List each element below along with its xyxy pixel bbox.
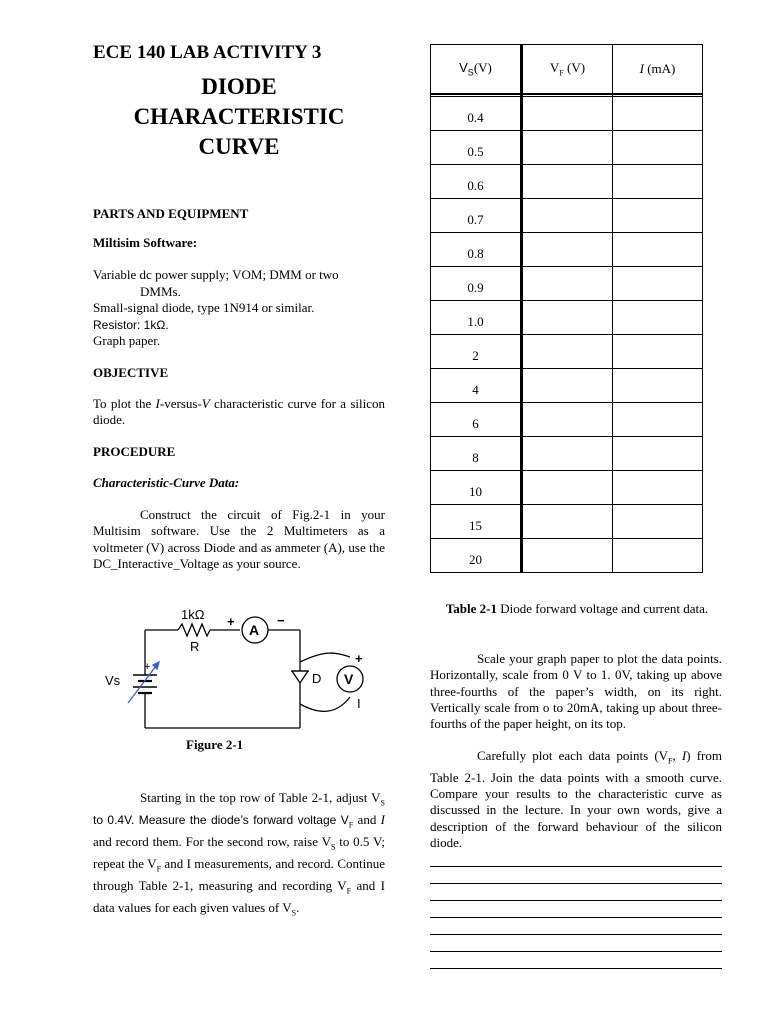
procedure-paragraph-2: Starting in the top row of Table 2-1, adjust $V_S$ to 0.4V. Measure the diode’s forward voltage $V_F$ and I and record them. For the second row, raise $V_S$ to 0.5 V; repeat the $V_F$ and I measurements, and record. Continue through Table 2-1, measuring and recording $V_F$ and I data values for each given values of $V_S$. bbox=[93, 790, 386, 919]
vf-cell[interactable] bbox=[522, 266, 613, 300]
diode-label: D bbox=[312, 671, 322, 686]
header-vs: $V_S(V)$ bbox=[431, 45, 522, 95]
current-cell[interactable] bbox=[613, 436, 703, 470]
graph-scaling-paragraph: Scale your graph paper to plot the data points. Horizontally, scale from 0 V to 1. 0V, taking up above three-fourths of the paper’s width, on its right. Vertically scale from o to 20mA, taking up about three-fourths of the paper height, on its top. bbox=[430, 651, 722, 732]
resistor-label: R bbox=[190, 639, 200, 654]
current-cell[interactable] bbox=[613, 164, 703, 198]
vf-cell[interactable] bbox=[522, 402, 613, 436]
vs-cell: 0.4 bbox=[431, 96, 522, 130]
vf-cell[interactable] bbox=[522, 232, 613, 266]
current-cell[interactable] bbox=[613, 368, 703, 402]
vs-cell: 8 bbox=[431, 436, 522, 470]
vf-cell[interactable] bbox=[522, 436, 613, 470]
software-heading: Miltisim Software: bbox=[93, 235, 198, 250]
table-row bbox=[431, 198, 703, 232]
voltmeter-label: V bbox=[344, 671, 354, 687]
resistor-value: 1kΩ bbox=[181, 607, 205, 622]
table-row bbox=[431, 300, 703, 334]
vs-cell: 0.5 bbox=[431, 130, 522, 164]
parts-heading: PARTS AND EQUIPMENT bbox=[93, 206, 249, 221]
vf-cell[interactable] bbox=[522, 368, 613, 402]
parts-item-4: Graph paper. bbox=[93, 333, 161, 348]
current-cell[interactable] bbox=[613, 266, 703, 300]
answer-line[interactable] bbox=[430, 901, 722, 918]
current-cell[interactable] bbox=[613, 334, 703, 368]
vf-cell[interactable] bbox=[522, 164, 613, 198]
vf-cell[interactable] bbox=[522, 538, 613, 572]
table-row bbox=[431, 130, 703, 164]
table-row bbox=[431, 538, 703, 572]
vs-cell: 10 bbox=[431, 470, 522, 504]
procedure-heading: PROCEDURE bbox=[93, 443, 176, 459]
answer-line[interactable] bbox=[430, 952, 722, 969]
parts-item-1b: DMMs. bbox=[140, 283, 181, 299]
vs-cell: 15 bbox=[431, 504, 522, 538]
circuit-diagram bbox=[95, 600, 385, 735]
vs-cell: 0.7 bbox=[431, 198, 522, 232]
vs-cell: 0.9 bbox=[431, 266, 522, 300]
vs-cell: 0.6 bbox=[431, 164, 522, 198]
current-cell[interactable] bbox=[613, 198, 703, 232]
parts-item-2: Small-signal diode, type 1N914 or similar. bbox=[93, 300, 315, 315]
objective-heading: OBJECTIVE bbox=[93, 364, 169, 380]
current-cell[interactable] bbox=[613, 130, 703, 164]
answer-line[interactable] bbox=[430, 935, 722, 952]
source-plus: + bbox=[144, 661, 151, 673]
vs-cell: 4 bbox=[431, 368, 522, 402]
vf-cell[interactable] bbox=[522, 96, 613, 130]
vf-cell[interactable] bbox=[522, 334, 613, 368]
vs-cell: 0.8 bbox=[431, 232, 522, 266]
current-cell[interactable] bbox=[613, 300, 703, 334]
answer-line[interactable] bbox=[430, 850, 722, 867]
vs-cell: 6 bbox=[431, 402, 522, 436]
vf-cell[interactable] bbox=[522, 198, 613, 232]
answer-line[interactable] bbox=[430, 918, 722, 935]
table-row bbox=[431, 470, 703, 504]
diode-data-table bbox=[430, 44, 703, 573]
plot-instructions-paragraph: Carefully plot each data points ($V_F$, I) from Table 2-1. Join the data points with a smooth curve. Compare your results to the characteristic curve as discussed in the lecture. In your own words, give a description of the forward behaviour of the silicon diode. bbox=[430, 748, 723, 851]
table-row bbox=[431, 232, 703, 266]
voltmeter-plus: + bbox=[355, 651, 363, 666]
table-row bbox=[431, 334, 703, 368]
table-row bbox=[431, 266, 703, 300]
table-header-row bbox=[431, 45, 703, 95]
answer-lines bbox=[430, 850, 722, 969]
table-row bbox=[431, 504, 703, 538]
current-cell[interactable] bbox=[613, 402, 703, 436]
current-cell[interactable] bbox=[613, 96, 703, 130]
parts-item-3: Resistor: 1kΩ. bbox=[93, 317, 169, 332]
table-body bbox=[431, 94, 703, 572]
table-row bbox=[431, 368, 703, 402]
table-row bbox=[431, 164, 703, 198]
procedure-subheading: Characteristic-Curve Data: bbox=[93, 474, 240, 490]
current-cell[interactable] bbox=[613, 504, 703, 538]
main-title-line: DIODE bbox=[201, 74, 277, 99]
objective-text: To plot the I-versus-V characteristic curve for a silicon diode. bbox=[93, 395, 385, 427]
table-caption: Table 2-1 Diode forward voltage and current data. bbox=[445, 601, 709, 616]
vf-cell[interactable] bbox=[522, 130, 613, 164]
table-row bbox=[431, 436, 703, 470]
left-column bbox=[93, 42, 385, 573]
figure-caption: Figure 2-1 bbox=[186, 737, 244, 752]
current-label: I bbox=[357, 696, 361, 711]
vf-cell[interactable] bbox=[522, 300, 613, 334]
vs-cell: 20 bbox=[431, 538, 522, 572]
vf-cell[interactable] bbox=[522, 504, 613, 538]
main-title-line: CHARACTERISTIC bbox=[133, 104, 345, 129]
header-current: I (mA) bbox=[613, 45, 703, 95]
main-title bbox=[93, 72, 385, 162]
main-title-line: CURVE bbox=[198, 134, 280, 159]
parts-item-1a: Variable dc power supply; VOM; DMM or two bbox=[93, 267, 339, 282]
ammeter-label: A bbox=[249, 622, 260, 638]
vf-cell[interactable] bbox=[522, 470, 613, 504]
lab-title: ECE 140 LAB ACTIVITY 3 bbox=[93, 42, 322, 63]
current-cell[interactable] bbox=[613, 232, 703, 266]
current-cell[interactable] bbox=[613, 538, 703, 572]
procedure-paragraph-1: Construct the circuit of Fig.2-1 in your Multisim software. Use the 2 Multimeters as a voltmeter (V) across Diode and as ammeter (A), use the DC_Interactive_Voltage as your source. bbox=[93, 506, 385, 571]
answer-line[interactable] bbox=[430, 884, 722, 901]
table-row bbox=[431, 402, 703, 436]
source-label: Vs bbox=[105, 673, 121, 688]
vs-cell: 1.0 bbox=[431, 300, 522, 334]
current-cell[interactable] bbox=[613, 470, 703, 504]
ammeter-plus: + bbox=[227, 614, 235, 629]
table-row bbox=[431, 96, 703, 130]
header-vf: $V_F$ (V) bbox=[522, 45, 613, 95]
ammeter-minus: − bbox=[277, 613, 285, 628]
vs-cell: 2 bbox=[431, 334, 522, 368]
answer-line[interactable] bbox=[430, 867, 722, 884]
